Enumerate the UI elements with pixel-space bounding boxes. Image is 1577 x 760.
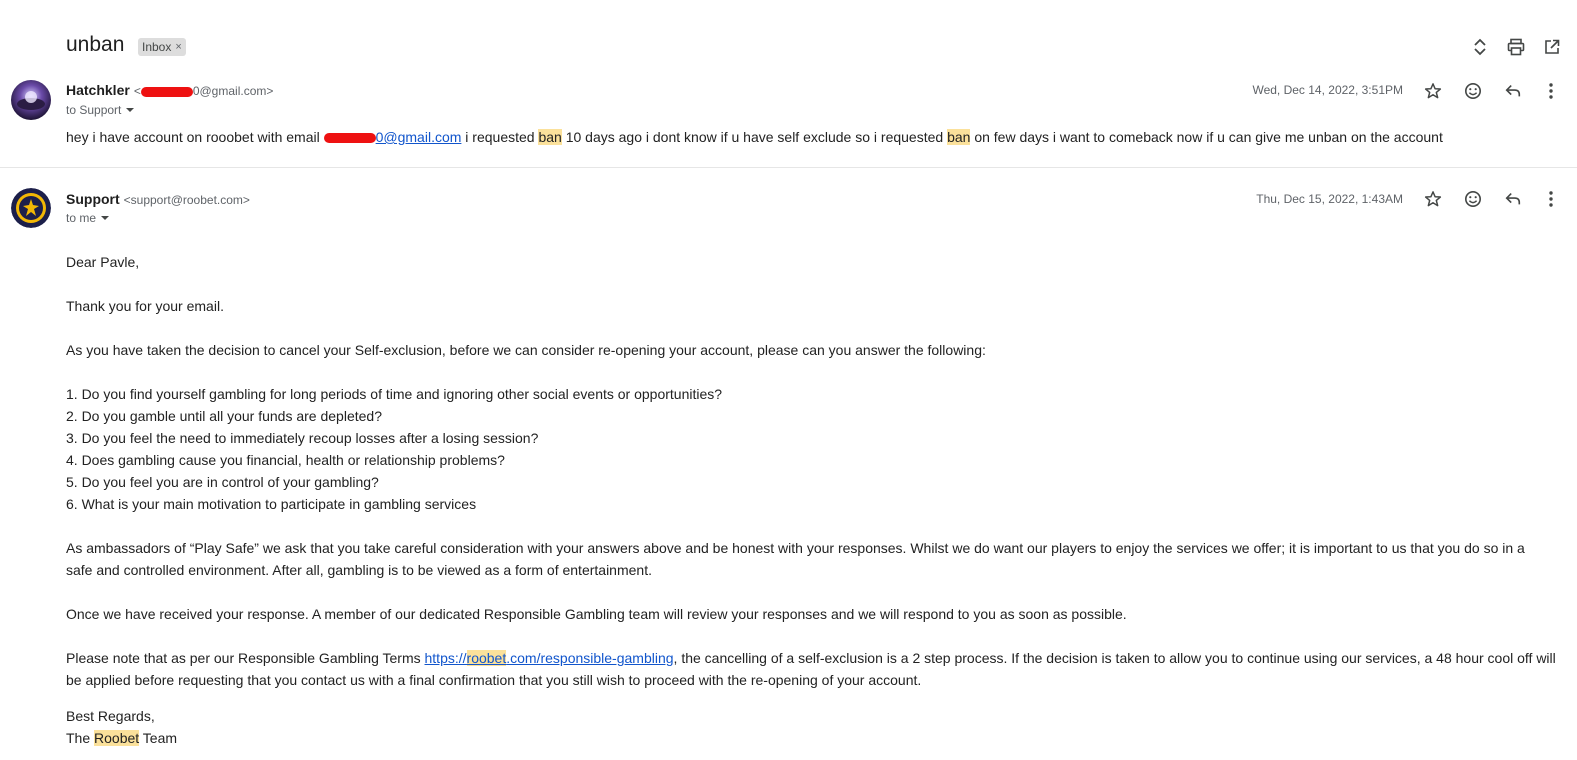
search-highlight: ban [538,129,562,145]
message-body [66,251,1556,749]
open-in-new-window-icon[interactable] [1542,37,1562,57]
thread-subject: unban [66,33,125,56]
inbox-label-chip[interactable] [138,38,186,56]
greeting: Dear Pavle, [66,254,140,270]
ambassadors-paragraph: As ambassadors of “Play Safe” we ask that you take careful consideration with your answers above and be honest with your responses. Whilst we do want our players to enjoy the services we offer; it is important to us that you do so in a safe and controlled environment. After all, gambling is to be viewed as a form of entertainment. [66,540,1525,578]
message-body: hey i have account on rooobet with email 0@gmail.com i requested ban 10 days ago i dont know if u have self exclude so i requested ban on few days i want to comeback now if u can give me unban on the account [66,129,1443,145]
list-item: 1. Do you find yourself gambling for long periods of time and ignoring other social events or opportunities? [66,386,723,402]
intro-paragraph: As you have taken the decision to cancel your Self-exclusion, before we can consider re-opening your account, please can you answer the following: [66,342,986,358]
terms-paragraph: Please note that as per our Responsible Gambling Terms https://roobet.com/responsible-gambling, the cancelling of a self-exclusion is a 2 step process. If the decision is taken to allow you to continue using our services, a 48 hour cool off will be applied before requesting that you contact us with a final confirmation that you still wish to proceed with the re-opening of your account. [66,650,1556,688]
avatar-image [11,80,51,120]
signature: The Roobet Team [66,730,178,746]
recipient-details-toggle[interactable] [66,211,110,225]
star-icon[interactable] [1421,187,1445,211]
responsible-gambling-link[interactable]: https://roobet.com/responsible-gambling [424,650,674,666]
sender-name[interactable]: Support [66,191,120,207]
emoji-reaction-icon[interactable] [1461,79,1485,103]
sender-avatar[interactable] [11,80,51,120]
redaction-mark [324,133,376,143]
chevron-down-icon [100,213,110,223]
message-date: Wed, Dec 14, 2022, 3:51PM [1252,83,1403,97]
list-item: 3. Do you feel the need to immediately recoup losses after a losing session? [66,430,539,446]
list-item: 6. What is your main motivation to participate in gambling services [66,496,477,512]
sender-avatar[interactable] [11,188,51,228]
recipient-text: to me [66,211,97,225]
search-highlight: ban [947,129,971,145]
response-paragraph: Once we have received your response. A member of our dedicated Responsible Gambling team will review your responses and we will respond to you as soon as possible. [66,606,1127,622]
search-highlight: Roobet [94,730,140,746]
signoff: Best Regards, [66,708,155,724]
more-options-icon[interactable] [1539,187,1563,211]
recipient-text: to Support [66,103,122,117]
list-item: 2. Do you gamble until all your funds are depleted? [66,408,382,424]
recipient-details-toggle[interactable] [66,103,135,117]
print-icon[interactable] [1506,37,1526,57]
star-icon[interactable] [1421,79,1445,103]
message-divider [0,167,1577,168]
chevron-down-icon [125,105,135,115]
remove-label-icon[interactable]: × [175,41,182,53]
message-date: Thu, Dec 15, 2022, 1:43AM [1256,192,1403,206]
reply-icon[interactable] [1501,187,1525,211]
roobet-logo-icon [11,188,51,228]
thanks-line: Thank you for your email. [66,298,224,314]
email-link[interactable]: 0@gmail.com [324,129,462,145]
question-list [66,383,1556,515]
label-name: Inbox [142,40,172,54]
emoji-reaction-icon[interactable] [1461,187,1485,211]
more-options-icon[interactable] [1539,79,1563,103]
list-item: 4. Does gambling cause you financial, health or relationship problems? [66,452,505,468]
list-item: 5. Do you feel you are in control of your gambling? [66,474,379,490]
sender-name[interactable]: Hatchkler [66,82,130,98]
sender-email: <support@roobet.com> [123,193,250,207]
reply-icon[interactable] [1501,79,1525,103]
sender-email: < 0@gmail.com> [133,84,274,98]
expand-all-icon[interactable] [1470,37,1490,57]
redaction-mark [141,87,193,97]
